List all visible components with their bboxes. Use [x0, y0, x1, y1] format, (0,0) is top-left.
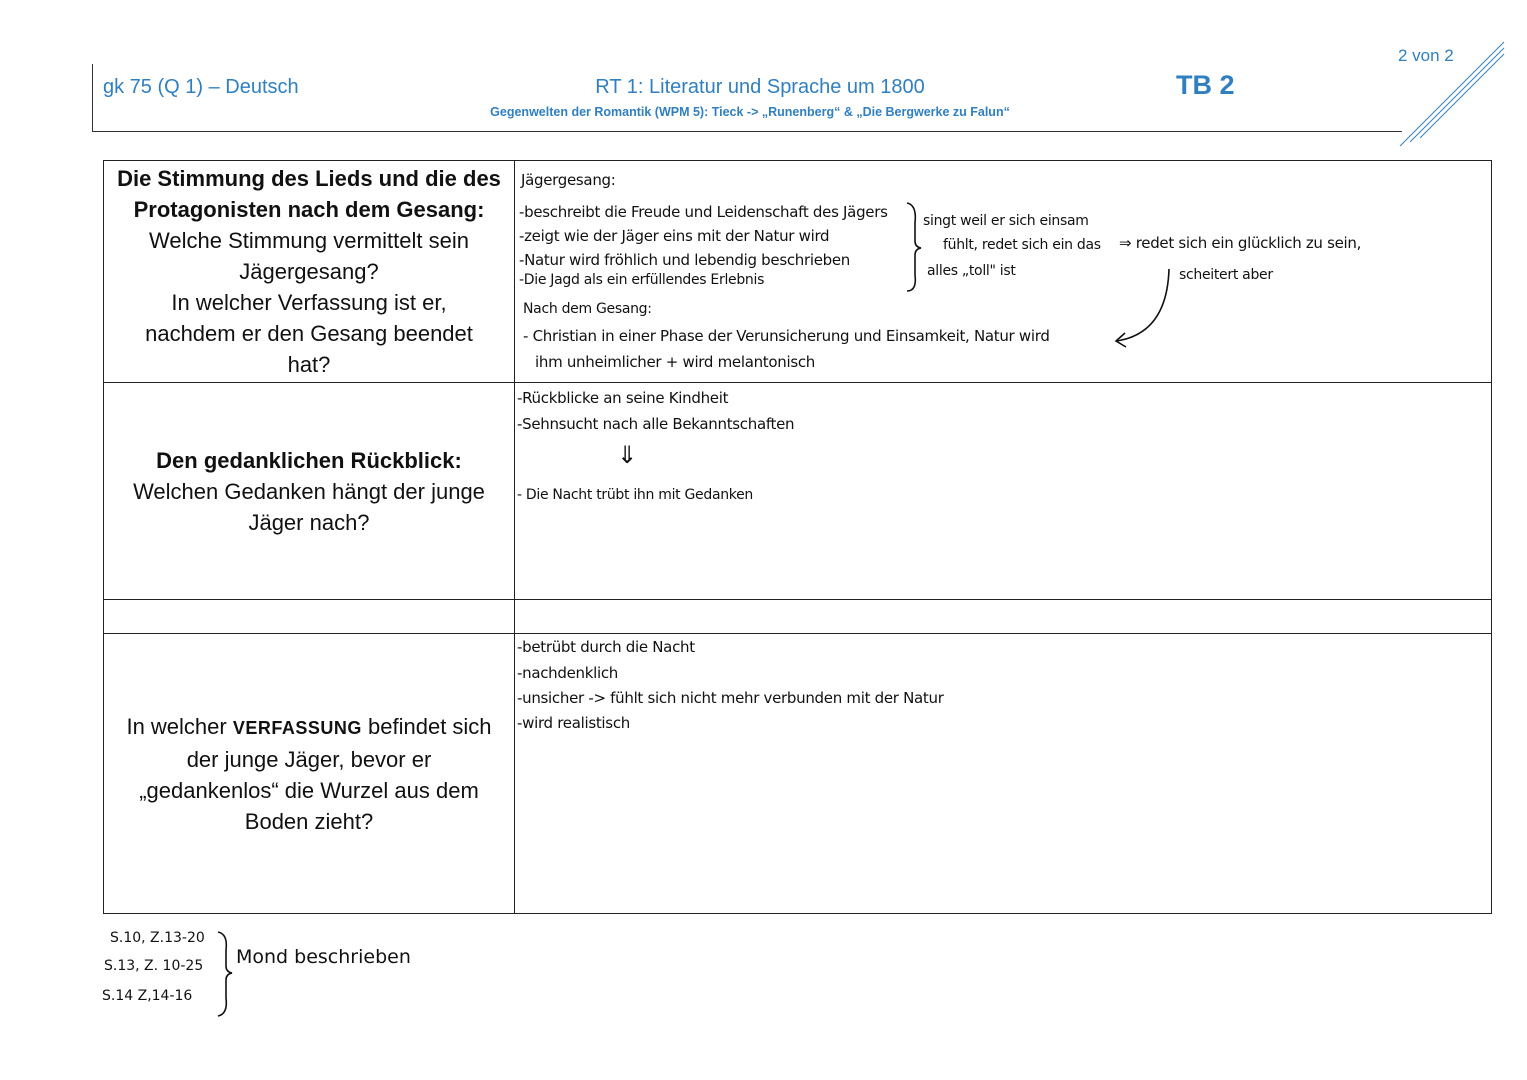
table-row	[104, 634, 1492, 914]
handwritten-note: -nachdenklich	[517, 664, 618, 682]
worksheet-table	[103, 160, 1492, 914]
handwritten-note: - Christian in einer Phase der Verunsicherung und Einsamkeit, Natur wird	[523, 327, 1050, 345]
question-text: Jäger nach?	[248, 509, 370, 535]
handwritten-note: -Natur wird fröhlich und lebendig beschrieben	[519, 251, 851, 269]
handwritten-note: -betrübt durch die Nacht	[517, 638, 695, 656]
sheet-label: TB 2	[1176, 70, 1235, 100]
question-cell	[104, 600, 515, 634]
page-reference: S.10, Z.13-20	[110, 930, 205, 946]
answer-cell	[515, 383, 1492, 600]
curved-arrow-icon	[1107, 265, 1179, 349]
handwritten-note: -zeigt wie der Jäger eins mit der Natur wird	[519, 227, 830, 245]
handwritten-note: -Die Jagd als ein erfüllendes Erlebnis	[519, 272, 765, 288]
answer-cell	[515, 161, 1492, 383]
handwritten-heading: Jägergesang:	[521, 171, 616, 189]
page-reference: S.14 Z,14-16	[102, 988, 193, 1004]
question-heading: Den gedanklichen Rückblick:	[156, 447, 462, 473]
table-row	[104, 600, 1492, 634]
handwritten-note: fühlt, redet sich ein das	[943, 237, 1101, 253]
table-row	[104, 383, 1492, 600]
header-bottom-rule	[92, 131, 1402, 132]
question-text: „gedankenlos“ die Wurzel aus dem	[139, 777, 479, 803]
handwritten-note: ⇒ redet sich ein glücklich zu sein,	[1119, 234, 1362, 252]
question-cell	[104, 161, 515, 383]
question-text: In welcher	[126, 713, 227, 739]
question-text: Boden zieht?	[244, 808, 374, 834]
handwritten-note: scheitert aber	[1179, 267, 1273, 283]
question-text: der junge Jäger, bevor er	[186, 746, 432, 772]
question-heading: Protagonisten nach dem Gesang:	[133, 197, 485, 222]
down-arrow-icon: ⇓	[617, 441, 637, 469]
question-heading: Die Stimmung des Lieds und die des	[117, 166, 501, 191]
brace-icon	[903, 201, 925, 293]
handwritten-note: alles „toll" ist	[927, 263, 1016, 279]
handwritten-note: -wird realistisch	[517, 714, 630, 732]
question-text: nachdem er den Gesang beendet	[145, 321, 473, 346]
question-text: befindet sich	[368, 713, 492, 739]
question-cell	[104, 634, 515, 914]
answer-cell	[515, 600, 1492, 634]
handwritten-heading: Nach dem Gesang:	[523, 301, 652, 317]
unit-title: RT 1: Literatur und Sprache um 1800	[595, 76, 925, 98]
question-text: In welcher Verfassung ist er,	[171, 290, 447, 315]
corner-decoration-icon	[1398, 38, 1508, 150]
table-row	[104, 161, 1492, 383]
handwritten-note: ihm unheimlicher + wird melantonisch	[535, 353, 816, 371]
question-text: hat?	[287, 352, 331, 377]
footer-summary: Mond beschrieben	[236, 946, 411, 968]
handwritten-note: - Die Nacht trübt ihn mit Gedanken	[517, 487, 753, 503]
question-text: Welche Stimmung vermittelt sein	[149, 228, 469, 253]
unit-subtitle: Gegenwelten der Romantik (WPM 5): Tieck -> „Runenberg“ & „Die Bergwerke zu Falun“	[490, 105, 1010, 119]
question-cell	[104, 383, 515, 600]
handwritten-note: -Rückblicke an seine Kindheit	[517, 389, 729, 407]
question-keyword: VERFASSUNG	[232, 717, 362, 738]
page-indicator: 2 von 2	[1398, 46, 1454, 65]
handwritten-note: -unsicher -> fühlt sich nicht mehr verbunden mit der Natur	[517, 689, 944, 707]
question-text: Welchen Gedanken hängt der junge	[133, 478, 485, 504]
handwritten-note: singt weil er sich einsam	[923, 213, 1089, 229]
header-left-rule	[92, 64, 93, 132]
handwritten-note: -beschreibt die Freude und Leidenschaft des Jägers	[519, 203, 888, 221]
handwritten-note: -Sehnsucht nach alle Bekanntschaften	[517, 415, 795, 433]
course-label: gk 75 (Q 1) – Deutsch	[103, 76, 299, 98]
brace-icon	[214, 930, 236, 1018]
question-text: Jägergesang?	[239, 259, 379, 284]
page-reference: S.13, Z. 10-25	[104, 958, 204, 974]
answer-cell	[515, 634, 1492, 914]
